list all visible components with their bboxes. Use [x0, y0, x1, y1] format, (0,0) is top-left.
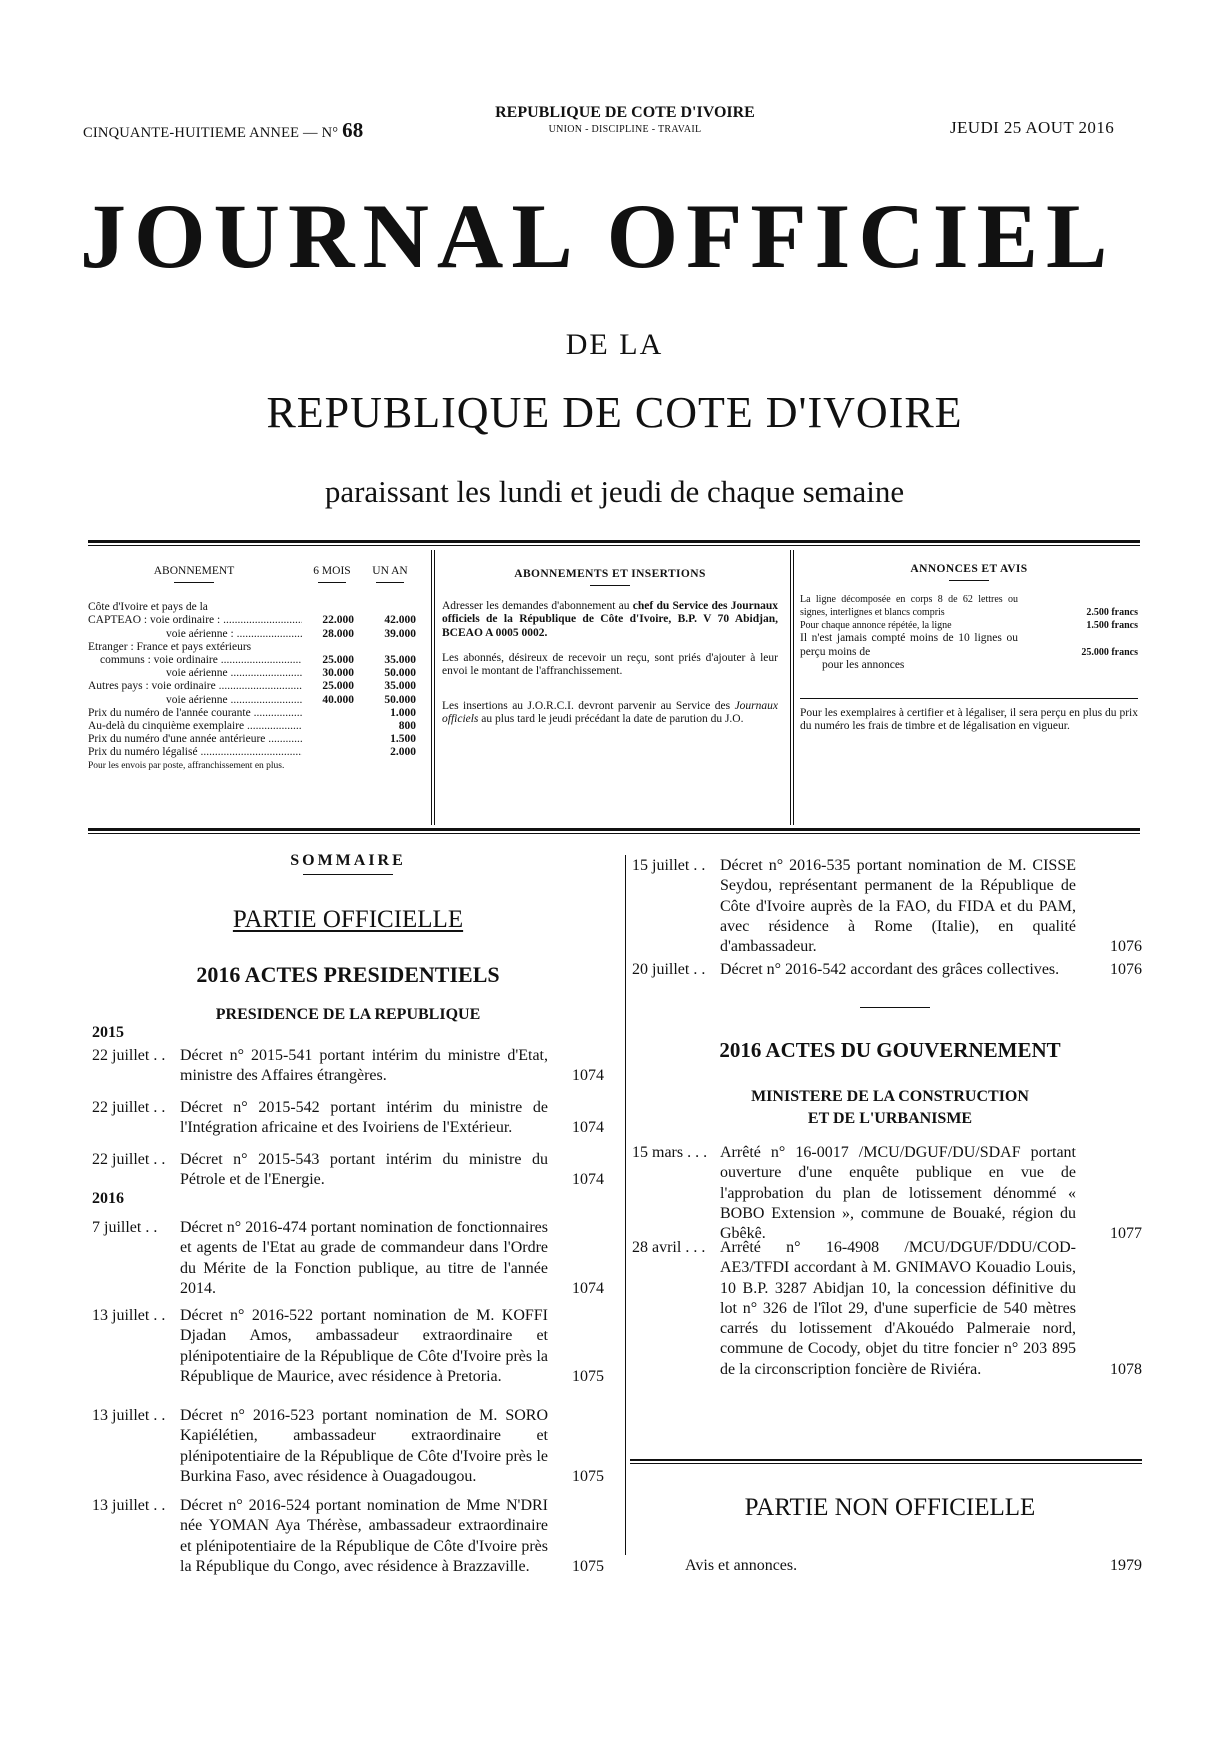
toc-entry-date: 13 juillet . .	[92, 1407, 166, 1424]
toc-entry-date: 22 juillet . .	[92, 1047, 166, 1064]
toc-entry-date: 13 juillet . .	[92, 1497, 166, 1514]
box-divider-1b	[434, 550, 435, 825]
toc-entry-page: 1074	[572, 1067, 604, 1085]
annonces-rate-line: La ligne décomposée en corps 8 de 62 lettres ou signes, interlignes et blancs compris 2.500 francs	[800, 594, 1138, 619]
box-top-rule	[88, 540, 1140, 543]
avis-annonces-label: Avis et annonces.	[685, 1557, 798, 1574]
toc-entry-page: 1077	[1110, 1225, 1142, 1243]
insertions-heading: ABONNEMENTS ET INSERTIONS	[442, 568, 778, 586]
toc-entry-text: Décret n° 2015-542 portant intérim du ministre de l'Intégration africaine et des Ivoiriens de l'Extérieur.	[180, 1099, 548, 1137]
abonnement-note: Pour les envois par poste, affranchissement en plus.	[88, 760, 285, 771]
box-top-rule-thin	[88, 545, 1140, 546]
toc-entry-date: 7 juillet . .	[92, 1219, 158, 1236]
toc-entry-page: 1074	[572, 1171, 604, 1189]
toc-entry-text: Arrêté n° 16-0017 /MCU/DGUF/DU/SDAF portant ouverture d'une enquête publique en vue de l'approbation du plan de lotissement dénommé « BOBO Extension », commune de Bouaké, région du Gbêkê.	[720, 1144, 1076, 1243]
abonnement-column	[88, 565, 416, 773]
sommaire-title: SOMMAIRE	[88, 852, 608, 875]
toc-entry-date: 22 juillet . .	[92, 1099, 166, 1116]
toc-entry	[92, 1306, 604, 1387]
non-officielle-rule-thin	[630, 1463, 1142, 1464]
box-bottom-rule	[88, 828, 1140, 831]
toc-entry-text: Décret n° 2016-522 portant nomination de M. KOFFI Djadan Amos, ambassadeur extraordinaire et plénipotentiaire de la République de Côte d'Ivoire près la République de Maurice, avec résidence à Pretoria.	[180, 1307, 548, 1385]
box-bottom-rule-thin	[88, 833, 1140, 834]
partie-officielle-heading: PARTIE OFFICIELLE	[232, 906, 464, 933]
toc-entry-page: 1075	[572, 1557, 604, 1575]
toc-entry	[92, 1406, 604, 1487]
abonnement-price-row: Prix du numéro de l'année courante ..... 1.000	[88, 707, 416, 720]
toc-entry-text: Décret n° 2016-474 portant nomination de fonctionnaires et agents de l'Etat au grade de commandeur dans l'Ordre du Mérite de la Fonction publique, au titre de l'année 2014.	[180, 1219, 548, 1297]
non-officielle-rule	[630, 1459, 1142, 1461]
national-motto: UNION - DISCIPLINE - TRAVAIL	[548, 124, 702, 135]
annonces-column	[800, 563, 1138, 733]
toc-entry-date: 20 juillet . .	[632, 961, 706, 978]
edition-line	[83, 118, 363, 143]
ministere-heading: MINISTERE DE LA CONSTRUCTION ET DE L'URBANISME	[751, 1088, 1029, 1127]
abonnement-rate-row: communs : voie ordinaire ..... 25.000 35.000	[88, 654, 416, 667]
year-2015: 2015	[92, 1024, 124, 1041]
abonnement-col-6mois: 6 MOIS	[300, 565, 364, 583]
annonces-rate-repeat: Pour chaque annonce répétée, la ligne 1.500 francs	[800, 620, 1138, 632]
abonnement-rate-row: voie aérienne ..... 40.000 50.000	[88, 694, 416, 707]
abonnement-rate-row: voie aérienne ..... 30.000 50.000	[88, 667, 416, 680]
toc-entry-date: 15 juillet . .	[632, 857, 706, 874]
toc-entry	[632, 960, 1142, 980]
toc-entry-date: 28 avril . . .	[632, 1239, 706, 1256]
annonces-rate-minimum: Il n'est jamais compté moins de 10 lignes ou perçu moins de 25.000 francs	[800, 632, 1138, 658]
abonnement-price-row: Prix du numéro d'une année antérieure ..... 1.500	[88, 733, 416, 746]
toc-entry	[92, 1098, 604, 1139]
abonnement-price-row: Prix du numéro légalisé ..... 2.000	[88, 746, 416, 759]
abonnement-rate-row: voie aérienne : ..... 28.000 39.000	[88, 628, 416, 641]
toc-entry	[92, 1496, 604, 1577]
column-divider	[625, 855, 626, 1555]
abonnement-intro: Côte d'Ivoire et pays de la	[88, 601, 208, 614]
abonnement-col-unan: UN AN	[364, 565, 416, 583]
abonnement-rate-row: CAPTEAO : voie ordinaire : ..... 22.000 42.000	[88, 614, 416, 627]
title-de-la: DE LA	[565, 328, 664, 361]
abonnement-rate-list	[88, 614, 416, 706]
box-divider-2b	[793, 550, 794, 825]
toc-entry-page: 1076	[1110, 961, 1142, 978]
toc-entry	[92, 1218, 604, 1299]
issue-date: JEUDI 25 AOUT 2016	[950, 118, 1115, 137]
issue-number: 68	[342, 118, 364, 142]
insertions-column	[442, 568, 778, 727]
toc-entry-page: 1078	[1110, 1360, 1142, 1378]
presidence-heading: PRESIDENCE DE LA REPUBLIQUE	[215, 1006, 481, 1023]
avis-annonces-page: 1979	[1110, 1557, 1142, 1574]
abonnement-rate-row: Etranger : France et pays extérieurs	[88, 640, 252, 653]
insertions-paragraph-receipt: Les abonnés, désireux de recevoir un reçu, sont priés d'ajouter à leur envoi le montant de l'affranchissement.	[442, 651, 778, 678]
toc-entry-page: 1074	[572, 1119, 604, 1137]
actes-presidentiels-heading: 2016 ACTES PRESIDENTIELS	[196, 962, 500, 987]
toc-entry	[632, 1238, 1142, 1380]
abonnement-heading: ABONNEMENT	[88, 565, 300, 583]
insertions-paragraph-deadline: Les insertions au J.O.R.C.I. devront parvenir au Service des Journaux officiels au plus tard le jeudi précédant la date de parution du J.O.	[442, 700, 778, 726]
annonces-heading: ANNONCES ET AVIS	[800, 563, 1138, 581]
abonnement-rate-row: Autres pays : voie ordinaire ..... 25.000 35.000	[88, 680, 416, 693]
toc-entry-date: 15 mars . . .	[632, 1144, 708, 1161]
abonnement-price-list	[88, 707, 416, 760]
toc-entry	[92, 1046, 604, 1087]
toc-entry	[632, 856, 1142, 957]
toc-entry-text: Décret n° 2016-542 accordant des grâces collectives.	[720, 961, 1060, 978]
annonces-legalisation: Pour les exemplaires à certifier et à légaliser, il sera perçu en plus du prix du numéro les frais de timbre et de légalisation en vigueur.	[800, 707, 1138, 733]
toc-entry-page: 1076	[1110, 938, 1142, 956]
toc-entry	[92, 1150, 604, 1191]
toc-entry-page: 1075	[572, 1367, 604, 1385]
partie-non-officielle-heading: PARTIE NON OFFICIELLE	[744, 1494, 1036, 1521]
year-2016: 2016	[92, 1190, 124, 1207]
abonnement-price-row: Au-delà du cinquième exemplaire ..... 800	[88, 720, 416, 733]
toc-entry	[632, 1143, 1142, 1244]
toc-entry-text: Décret n° 2016-524 portant nomination de Mme N'DRI née YOMAN Aya Thérèse, ambassadeur extraordinaire et plénipotentiaire de la République de Côte d'Ivoire près la République du Congo, avec résidence à Brazzaville.	[180, 1497, 548, 1575]
journal-title: JOURNAL OFFICIEL	[80, 185, 1116, 287]
toc-entry-page: 1074	[572, 1279, 604, 1297]
title-republic: REPUBLIQUE DE COTE D'IVOIRE	[266, 388, 963, 437]
publication-frequency: paraissant les lundi et jeudi de chaque semaine	[324, 474, 905, 509]
edition-label: CINQUANTE-HUITIEME ANNEE — N°	[83, 125, 339, 141]
short-separator	[860, 1007, 930, 1008]
insertions-paragraph-address: Adresser les demandes d'abonnement au chef du Service des Journaux officiels de la République de Côte d'Ivoire, B.P. V 70 Abidjan, BCEAO A 0005 0002.	[442, 600, 779, 639]
country-heading: REPUBLIQUE DE COTE D'IVOIRE	[495, 104, 755, 121]
toc-entry-date: 22 juillet . .	[92, 1151, 166, 1168]
annonces-rate-minimum-tail: pour les annonces	[822, 658, 905, 671]
toc-entry-text: Décret n° 2015-541 portant intérim du ministre d'Etat, ministre des Affaires étrangères.	[180, 1047, 548, 1085]
toc-entry-text: Décret n° 2016-535 portant nomination de M. CISSE Seydou, représentant permanent de la République de Côte d'Ivoire auprès de la FAO, du FIDA et du PAM, avec résidence à Rome (Italie), en qualité d'ambassadeur.	[720, 857, 1076, 956]
box-divider-2	[790, 550, 791, 825]
actes-gouvernement-heading: 2016 ACTES DU GOUVERNEMENT	[719, 1038, 1061, 1062]
toc-entry-page: 1075	[572, 1467, 604, 1485]
toc-entry-date: 13 juillet . .	[92, 1307, 166, 1324]
toc-entry-text: Arrêté n° 16-4908 /MCU/DGUF/DDU/COD-AE3/TFDI accordant à M. GNIMAVO Kouadio Louis, 10 B.P. 3287 Abidjan 10, la concession définitive du lot n° 326 de l'îlot 29, d'une superficie de 540 mètres carrés du lotissement d'Akouédo Palmeraie nord, commune de Cocody, objet du titre foncier n° 203 895 de la circonscription foncière de Riviéra.	[720, 1239, 1076, 1378]
toc-entry-text: Décret n° 2015-543 portant intérim du ministre du Pétrole et de l'Energie.	[180, 1151, 548, 1189]
box-divider-1	[431, 550, 432, 825]
toc-entry-text: Décret n° 2016-523 portant nomination de M. SORO Kapiélétien, ambassadeur extraordinaire et plénipotentiaire de la République de Côte d'Ivoire près le Burkina Faso, avec résidence à Ouagadougou.	[180, 1407, 548, 1485]
